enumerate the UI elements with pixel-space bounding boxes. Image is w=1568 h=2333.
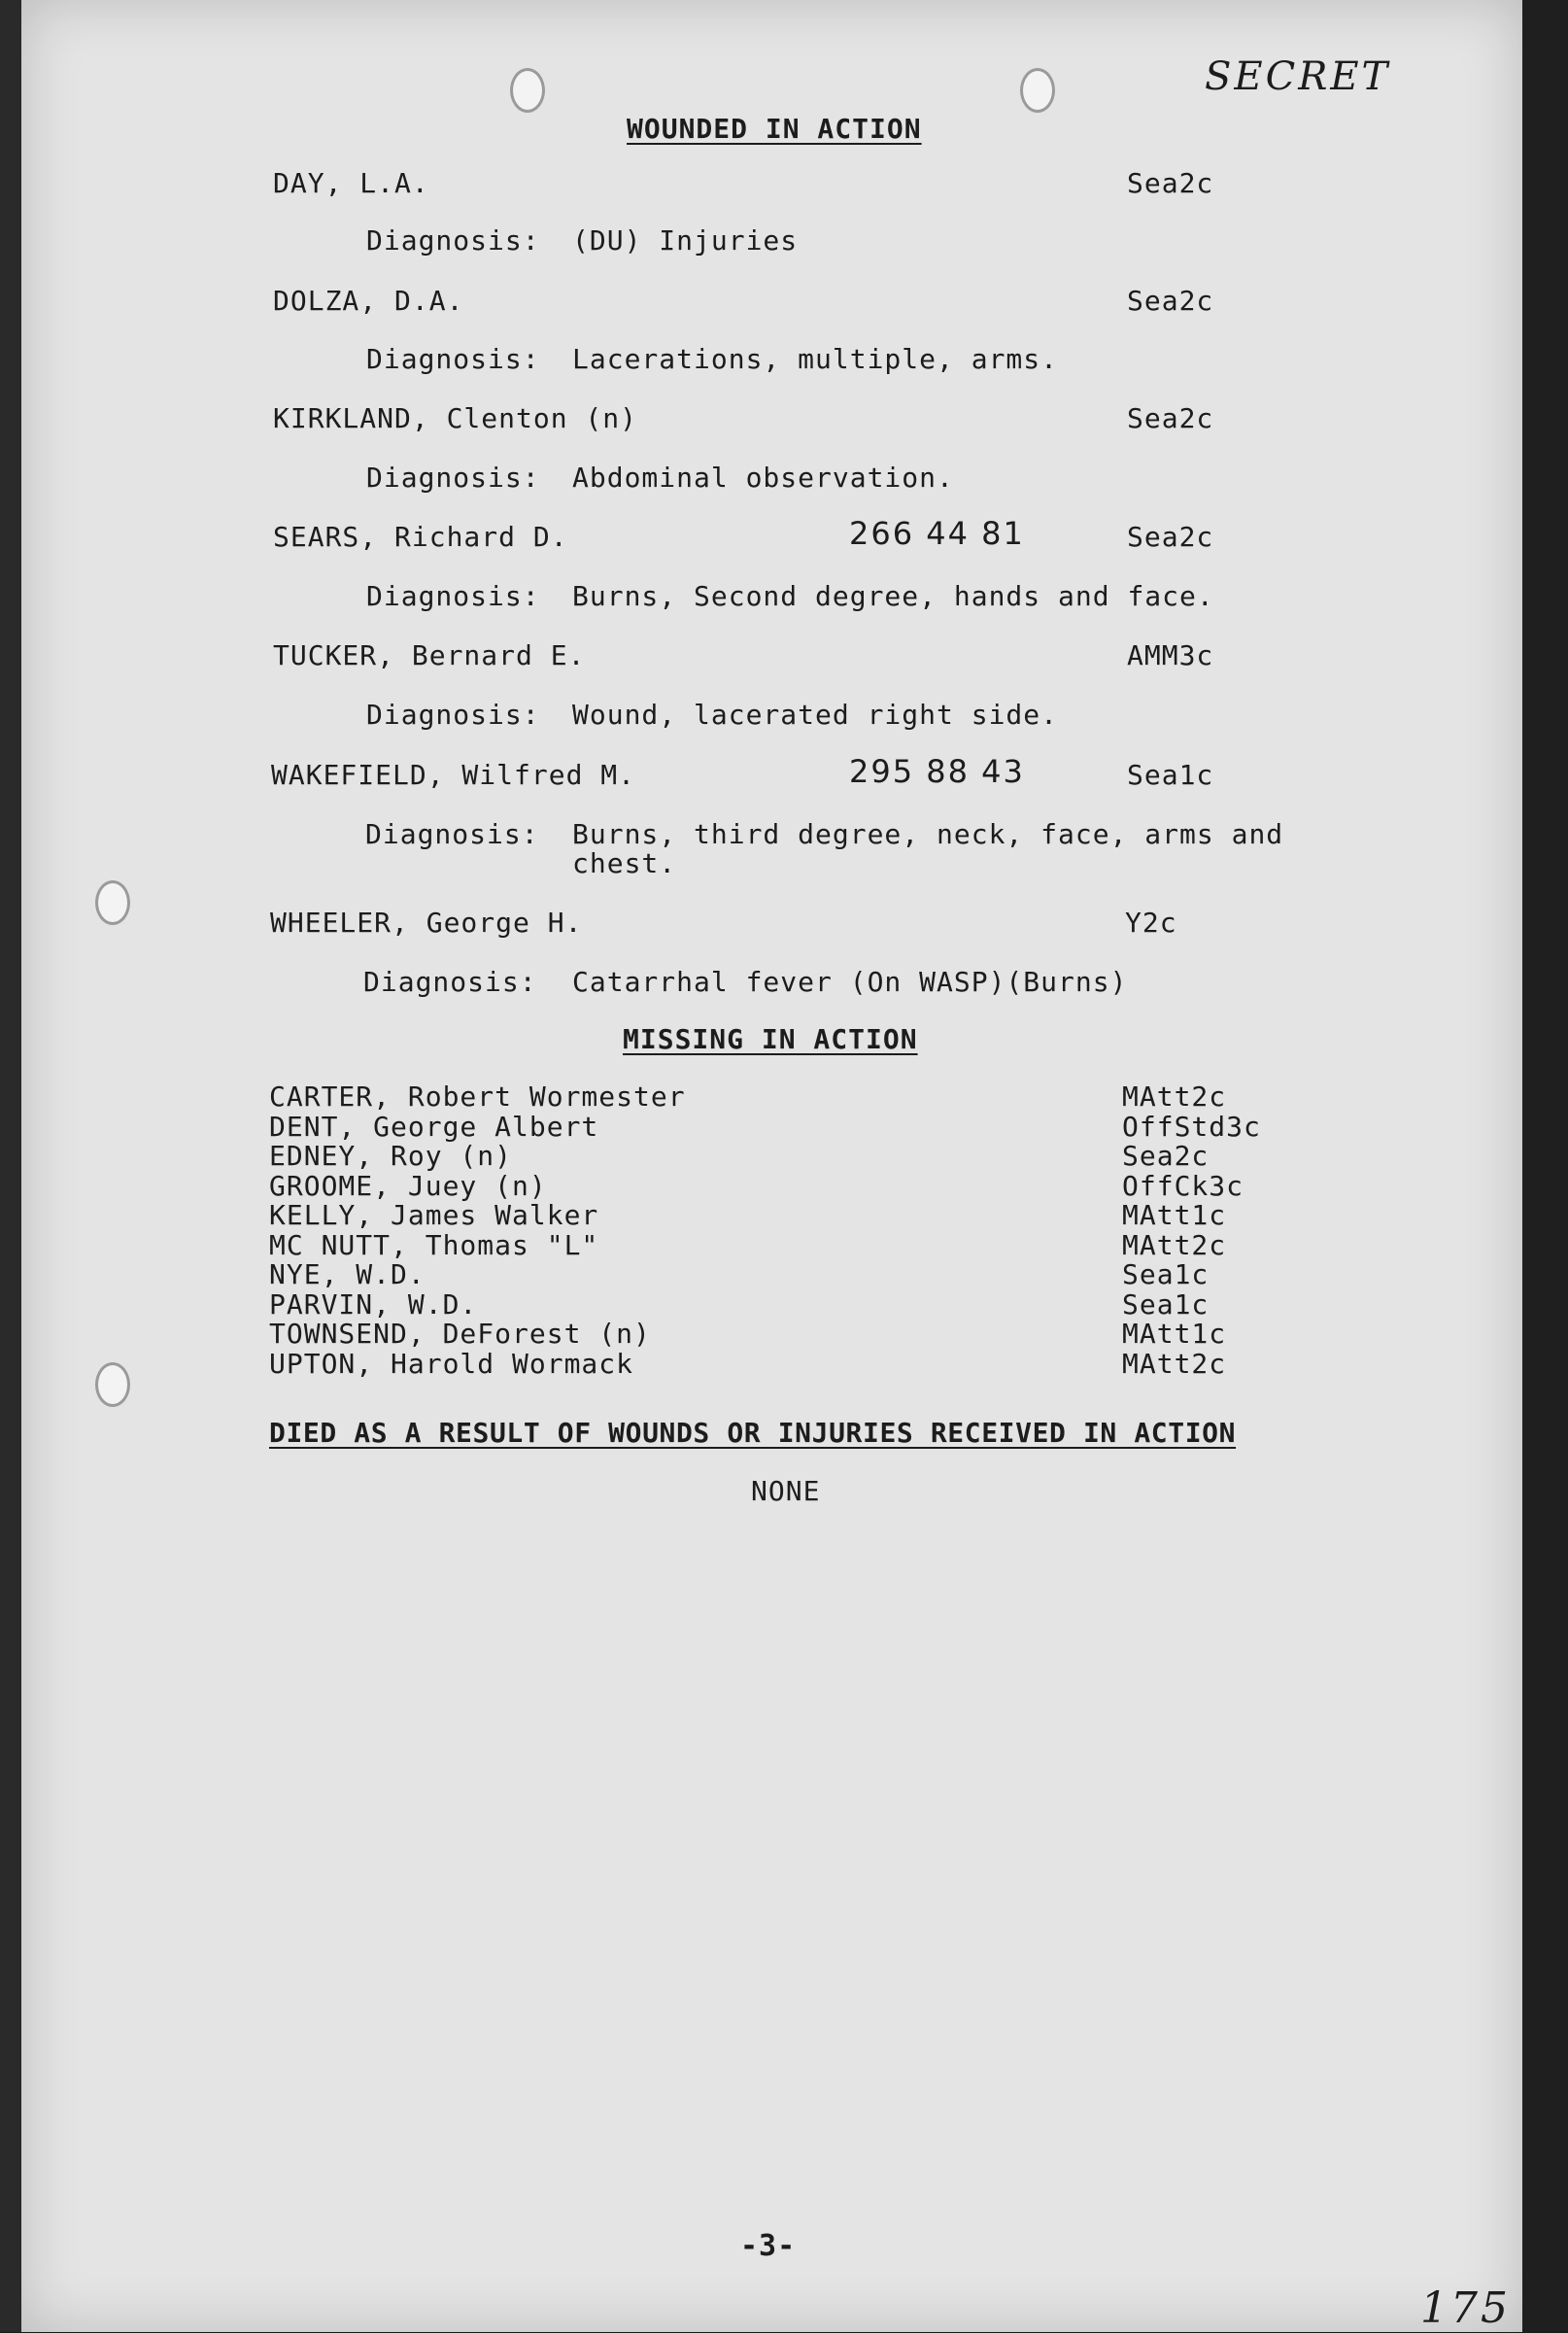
missing-names-column	[269, 1082, 686, 1379]
missing-name: TOWNSEND, DeForest (n)	[269, 1318, 651, 1350]
missing-name: DENT, George Albert	[269, 1110, 599, 1143]
diagnosis-label: Diagnosis:	[366, 462, 540, 494]
diagnosis-text: Abdominal observation.	[572, 462, 954, 494]
missing-rate: MAtt2c	[1122, 1228, 1227, 1261]
missing-name: NYE, W.D.	[269, 1258, 426, 1290]
missing-rate: Sea2c	[1122, 1140, 1210, 1172]
diagnosis-text: (DU) Injuries	[572, 224, 799, 257]
wounded-name: WHEELER, George H.	[270, 907, 583, 939]
handwritten-page-number: 175	[1420, 2283, 1511, 2333]
missing-rate: MAtt2c	[1122, 1081, 1227, 1113]
missing-rate: Sea1c	[1122, 1258, 1210, 1290]
wounded-rate: Sea2c	[1127, 167, 1214, 199]
wounded-name: DOLZA, D.A.	[273, 285, 464, 317]
punch-hole-left-lower	[95, 1362, 130, 1407]
missing-name: EDNEY, Roy (n)	[269, 1140, 513, 1172]
diagnosis-text: Burns, third degree, neck, face, arms and	[572, 818, 1284, 850]
diagnosis-text: Wound, lacerated right side.	[572, 699, 1059, 731]
diagnosis-label: Diagnosis:	[366, 343, 540, 375]
page-number: -3-	[740, 2229, 797, 2263]
missing-rate: OffStd3c	[1122, 1110, 1261, 1143]
missing-rate: MAtt1c	[1122, 1318, 1227, 1350]
scan-left-edge	[0, 0, 21, 2332]
wounded-rate: Y2c	[1125, 907, 1177, 939]
missing-rate: OffCk3c	[1122, 1169, 1244, 1202]
missing-heading: MISSING IN ACTION	[623, 1023, 918, 1055]
wounded-name: KIRKLAND, Clenton (n)	[273, 402, 638, 434]
wounded-name: SEARS, Richard D.	[273, 521, 568, 553]
service-number: 266 44 81	[849, 515, 1025, 552]
diagnosis-text: Catarrhal fever (On WASP)(Burns)	[572, 966, 1128, 998]
diagnosis-label: Diagnosis:	[366, 224, 540, 257]
service-number: 295 88 43	[849, 753, 1025, 790]
wounded-name: WAKEFIELD, Wilfred M.	[271, 759, 636, 791]
wounded-name: TUCKER, Bernard E.	[273, 639, 586, 671]
classification-mark: SECRET	[1205, 54, 1391, 99]
diagnosis-text: Burns, Second degree, hands and face.	[572, 580, 1214, 612]
wounded-name: DAY, L.A.	[273, 167, 429, 199]
diagnosis-label: Diagnosis:	[366, 699, 540, 731]
missing-rate: MAtt1c	[1122, 1199, 1227, 1231]
wounded-heading: WOUNDED IN ACTION	[627, 113, 922, 145]
died-value: NONE	[751, 1475, 821, 1507]
died-heading: DIED AS A RESULT OF WOUNDS OR INJURIES RECEIVED IN ACTION	[269, 1417, 1237, 1449]
missing-rate: Sea1c	[1122, 1287, 1210, 1321]
wounded-rate: Sea2c	[1127, 402, 1214, 434]
wounded-rate: AMM3c	[1127, 639, 1214, 671]
punch-hole-top-left	[510, 68, 545, 113]
diagnosis-text-continued: chest.	[572, 847, 677, 879]
wounded-rate: Sea2c	[1127, 521, 1214, 553]
missing-rate: MAtt2c	[1122, 1347, 1227, 1380]
missing-name: MC NUTT, Thomas "L"	[269, 1228, 599, 1261]
diagnosis-label: Diagnosis:	[365, 818, 539, 850]
diagnosis-label: Diagnosis:	[363, 966, 537, 998]
scan-right-edge	[1522, 0, 1568, 2332]
wounded-rate: Sea1c	[1127, 759, 1214, 791]
punch-hole-top-right	[1020, 68, 1055, 113]
missing-name: UPTON, Harold Wormack	[269, 1347, 634, 1380]
diagnosis-text: Lacerations, multiple, arms.	[572, 343, 1059, 375]
missing-name: CARTER, Robert Wormester	[269, 1081, 686, 1113]
wounded-rate: Sea2c	[1127, 285, 1214, 317]
missing-name: PARVIN, W.D.	[269, 1287, 478, 1321]
diagnosis-label: Diagnosis:	[366, 580, 540, 612]
punch-hole-left-upper	[95, 880, 130, 925]
missing-name: KELLY, James Walker	[269, 1199, 599, 1231]
missing-name: GROOME, Juey (n)	[269, 1169, 547, 1202]
missing-rates-column	[1122, 1082, 1261, 1379]
